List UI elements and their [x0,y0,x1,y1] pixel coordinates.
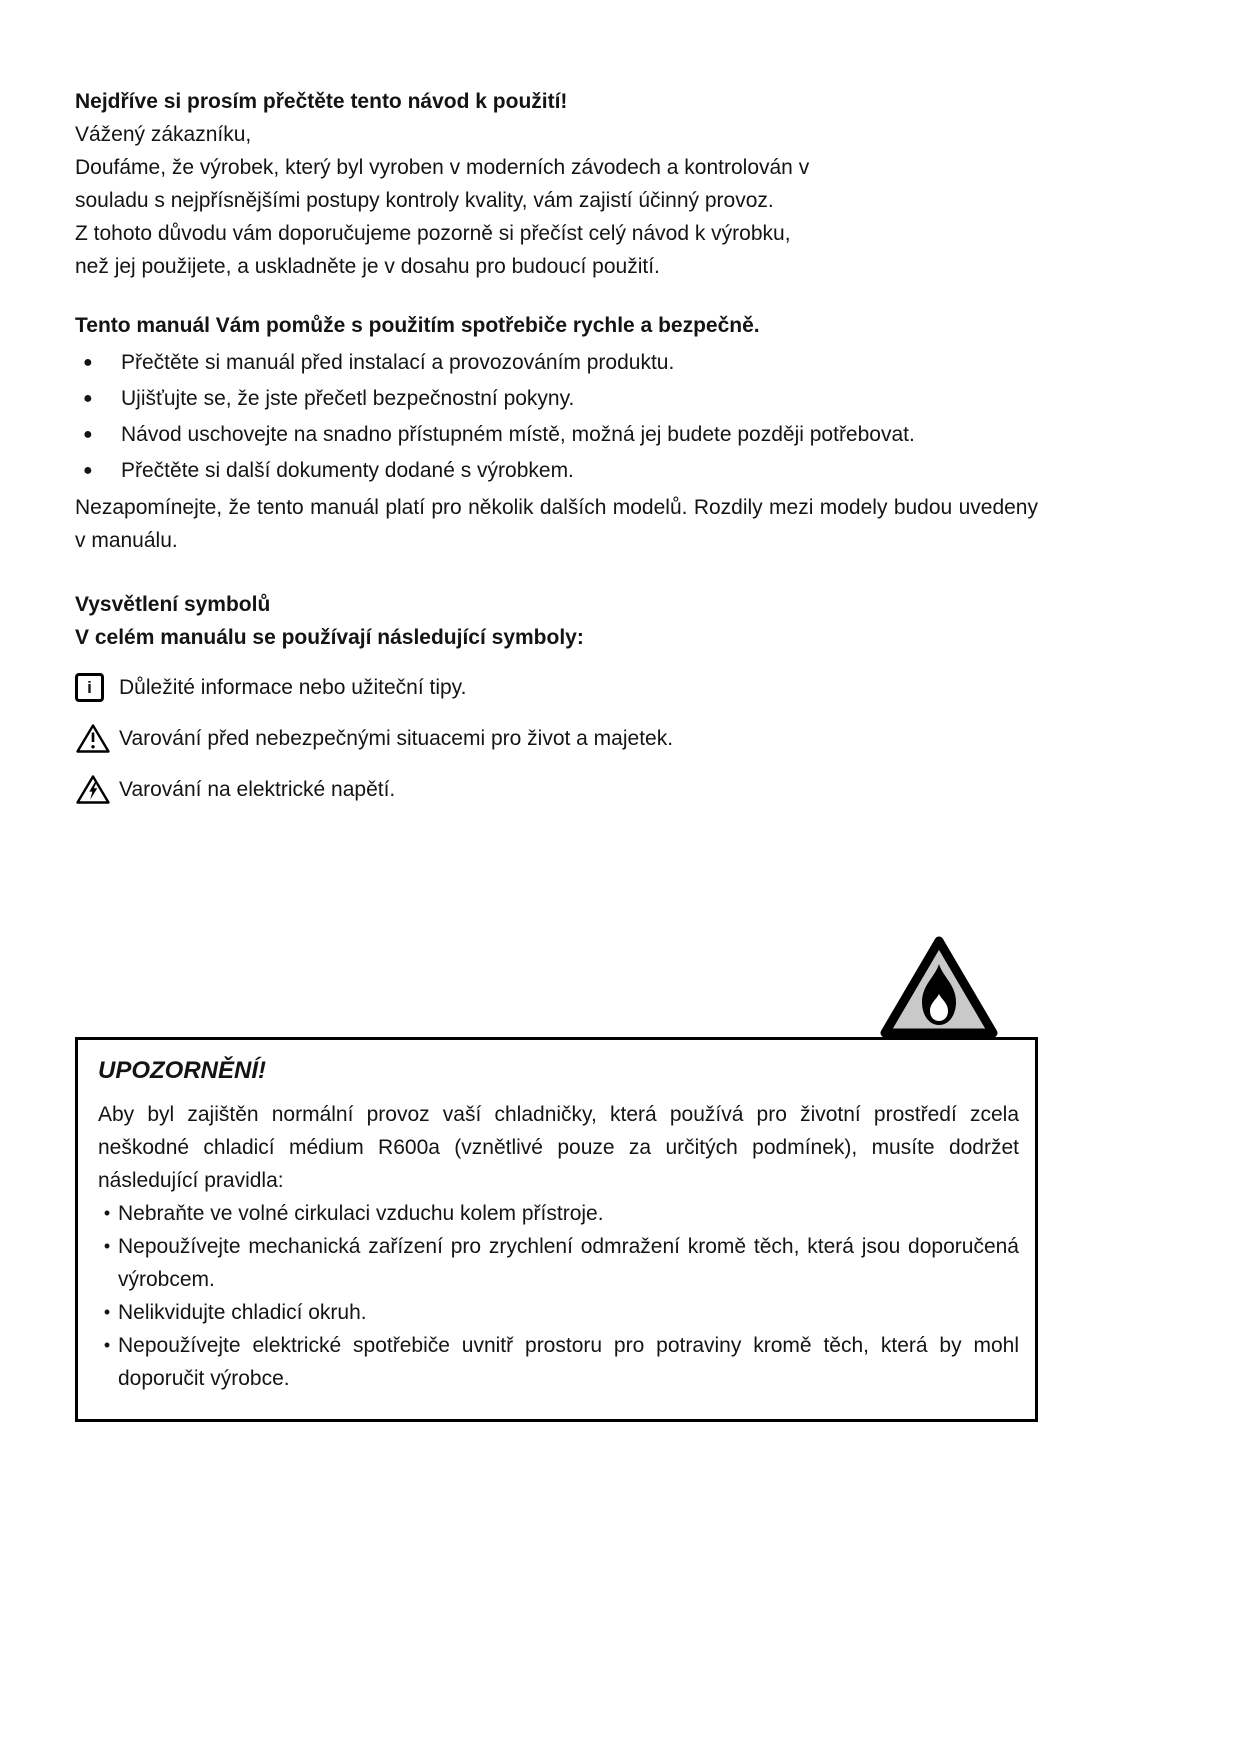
electric-warning-icon [75,774,119,805]
bullet-icon: ● [83,462,93,479]
bullet-text: Ujišťujte se, že jste přečetl bezpečnostní pokyny. [121,387,575,410]
intro-title: Nejdříve si prosím přečtěte tento návod k použití! [75,90,568,113]
symbol-row-electric [75,771,1038,807]
bullet-icon: • [103,1236,111,1256]
warning-box-intro: Aby byl zajištěn normální provoz vaší chladničky, která používá pro životní prostředí zcela neškodné chladicí médium R600a (vznětlivé pouze za určitých podmínek), musíte dodržet následující pravidla: [98,1103,1019,1192]
intro-text-line: než jej použijete, a uskladněte je v dosahu pro budoucí použití. [75,255,660,278]
intro-paragraph [75,118,1038,283]
bullet-icon: ● [83,354,93,371]
bullet-icon: • [103,1335,111,1355]
warning-box-title: UPOZORNĚNÍ! [98,1057,266,1084]
list-item [94,1296,1019,1329]
list-item [75,345,1038,381]
list-item [94,1197,1019,1230]
bullet-text: Nepoužívejte mechanická zařízení pro zrychlení odmražení kromě těch, která jsou doporučená výrobcem. [118,1235,1019,1291]
warning-box [75,1037,1038,1422]
info-icon: i [75,673,104,702]
flammable-warning-icon [878,934,1000,1041]
warning-bullet-list [94,1197,1019,1395]
warning-section [75,1037,1038,1422]
list-item [94,1230,1019,1296]
bullet-text: Nepoužívejte elektrické spotřebiče uvnitř prostoru pro potraviny kromě těch, která by mohl doporučit výrobce. [118,1334,1019,1390]
bullet-text: Přečtěte si manuál před instalací a provozováním produktu. [121,351,675,374]
bullet-text: Návod uschovejte na snadno přístupném místě, možná jej budete později potřebovat. [121,423,915,446]
symbol-text: Varování před nebezpečnými situacemi pro život a majetek. [119,726,674,750]
bullet-icon: ● [83,390,93,407]
intro-text-line: souladu s nejpřísnějšími postupy kontroly kvality, vám zajistí účinný provoz. [75,189,774,212]
symbol-row-warning [75,720,1038,756]
list-item [75,417,1038,453]
intro-text-line: Vážený zákazníku, [75,123,252,146]
symbols-subtitle: V celém manuálu se používají následující symboly: [75,626,584,649]
models-note: Nezapomínejte, že tento manuál platí pro několik dalších modelů. Rozdily mezi modely budou uvedeny v manuálu. [75,496,1038,552]
bullet-text: Přečtěte si další dokumenty dodané s výrobkem. [121,459,574,482]
bullet-text: Nelikvidujte chladicí okruh. [118,1301,367,1324]
bullet-icon: ● [83,426,93,443]
bullet-icon: • [103,1203,111,1223]
symbols-title: Vysvětlení symbolů [75,593,271,616]
symbol-row-info [75,669,1038,705]
document-page [75,85,1038,1422]
symbol-text: Důležité informace nebo užiteční tipy. [119,675,467,699]
symbol-text: Varování na elektrické napětí. [119,777,396,801]
bullet-icon: • [103,1302,111,1322]
intro-text-line: Doufáme, že výrobek, který byl vyroben v moderních závodech a kontrolován v [75,156,810,179]
symbol-legend [75,669,1038,807]
list-item [75,381,1038,417]
bullet-text: Nebraňte ve volné cirkulaci vzduchu kolem přístroje. [118,1202,604,1225]
info-icon-wrap [75,673,119,702]
list-item [75,453,1038,489]
warning-icon [75,723,119,754]
manual-help-title: Tento manuál Vám pomůže s použitím spotřebiče rychle a bezpečně. [75,314,760,337]
manual-help-bullet-list [75,345,1038,489]
intro-text-line: Z tohoto důvodu vám doporučujeme pozorně si přečíst celý návod k výrobku, [75,222,791,245]
list-item [94,1329,1019,1395]
